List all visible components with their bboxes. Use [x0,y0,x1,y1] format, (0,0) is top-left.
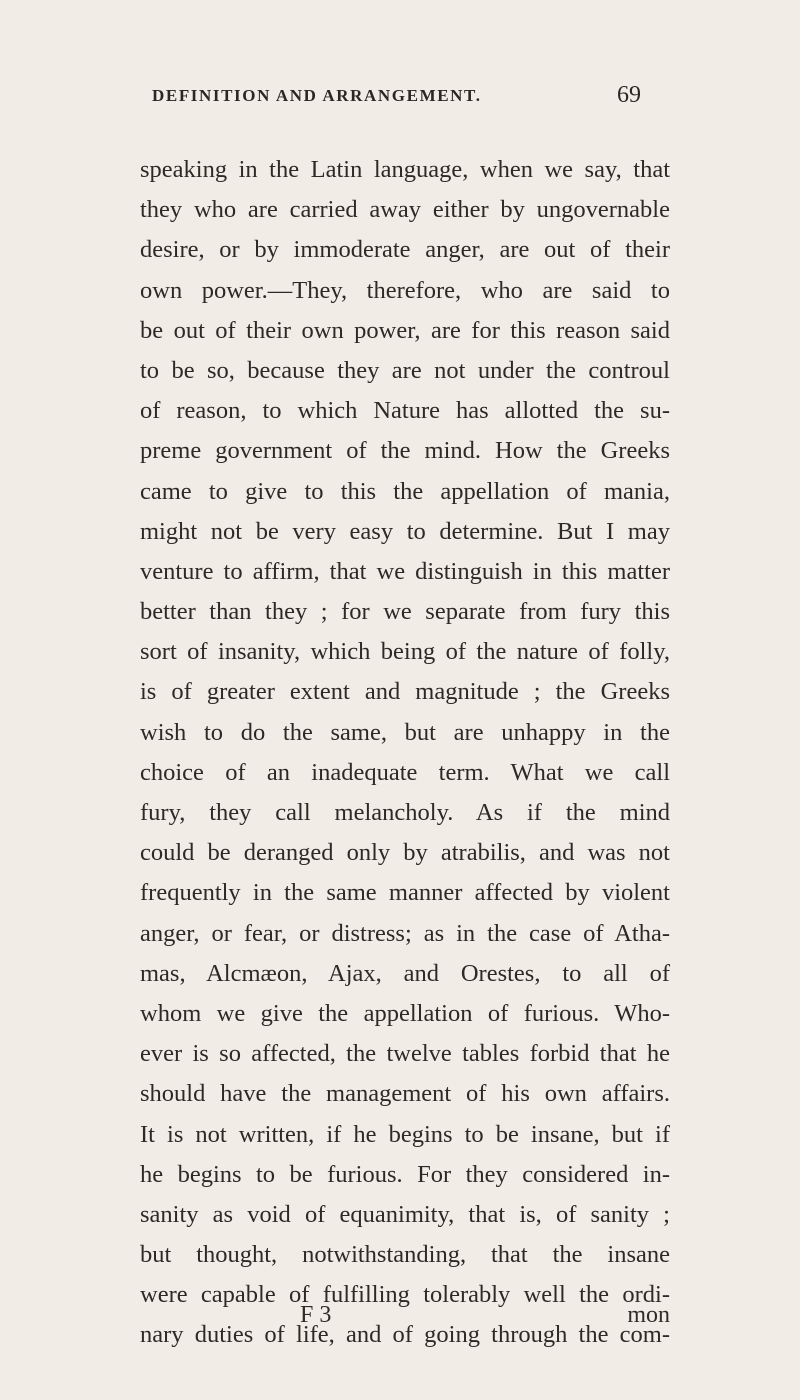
text-line: fury, they call melancholy. As if the mind [140,799,670,826]
text-line: speaking in the Latin language, when we say, that [140,156,670,183]
text-line: to be so, because they are not under the controul [140,356,670,384]
text-line: frequently in the same manner affected by violent [140,879,670,907]
text-line: is of greater extent and magnitude ; the Greeks [140,678,670,706]
page-number: 69 [617,82,641,108]
text-line: should have the management of his own affairs. [140,1080,670,1108]
text-line: he begins to be furious. For they considered in- [140,1160,670,1188]
text-line: could be deranged only by atrabilis, and was not [140,839,670,867]
text-line: might not be very easy to determine. But I may [140,517,670,545]
text-line: they who are carried away either by ungovernable [140,196,670,224]
signature-mark: F 3 [300,1302,332,1328]
text-line: were capable of fulfilling tolerably well the ordi- [140,1281,670,1309]
text-line: whom we give the appellation of furious. Who- [140,999,670,1027]
text-line: wish to do the same, but are unhappy in the [140,718,670,746]
text-line: own power.—They, therefore, who are said to [140,276,670,304]
text-line: came to give to this the appellation of mania, [140,477,670,505]
text-line: preme government of the mind. How the Greeks [140,437,670,465]
text-line: choice of an inadequate term. What we call [140,758,670,786]
text-line: sort of insanity, which being of the nature of folly, [140,638,670,666]
text-line: but thought, notwithstanding, that the insane [140,1241,670,1269]
text-line: mas, Alcmæon, Ajax, and Orestes, to all of [140,959,670,987]
text-line: sanity as void of equanimity, that is, of sanity ; [140,1200,670,1228]
header-title: DEFINITION AND ARRANGEMENT. [152,86,482,105]
text-line: better than they ; for we separate from fury this [140,598,670,626]
text-line: ever is so affected, the twelve tables forbid that he [140,1040,670,1068]
text-line: nary duties of life, and of going through the com- [140,1321,670,1349]
catchword: mon [627,1302,670,1328]
text-line: desire, or by immoderate anger, are out of their [140,236,670,264]
text-line: be out of their own power, are for this reason said [140,316,670,344]
text-line: of reason, to which Nature has allotted the su- [140,397,670,425]
text-line: venture to affirm, that we distinguish in this matter [140,557,670,585]
text-line: anger, or fear, or distress; as in the case of Atha- [140,919,670,947]
text-line: It is not written, if he begins to be insane, but if [140,1120,670,1148]
body-text [140,150,670,1356]
